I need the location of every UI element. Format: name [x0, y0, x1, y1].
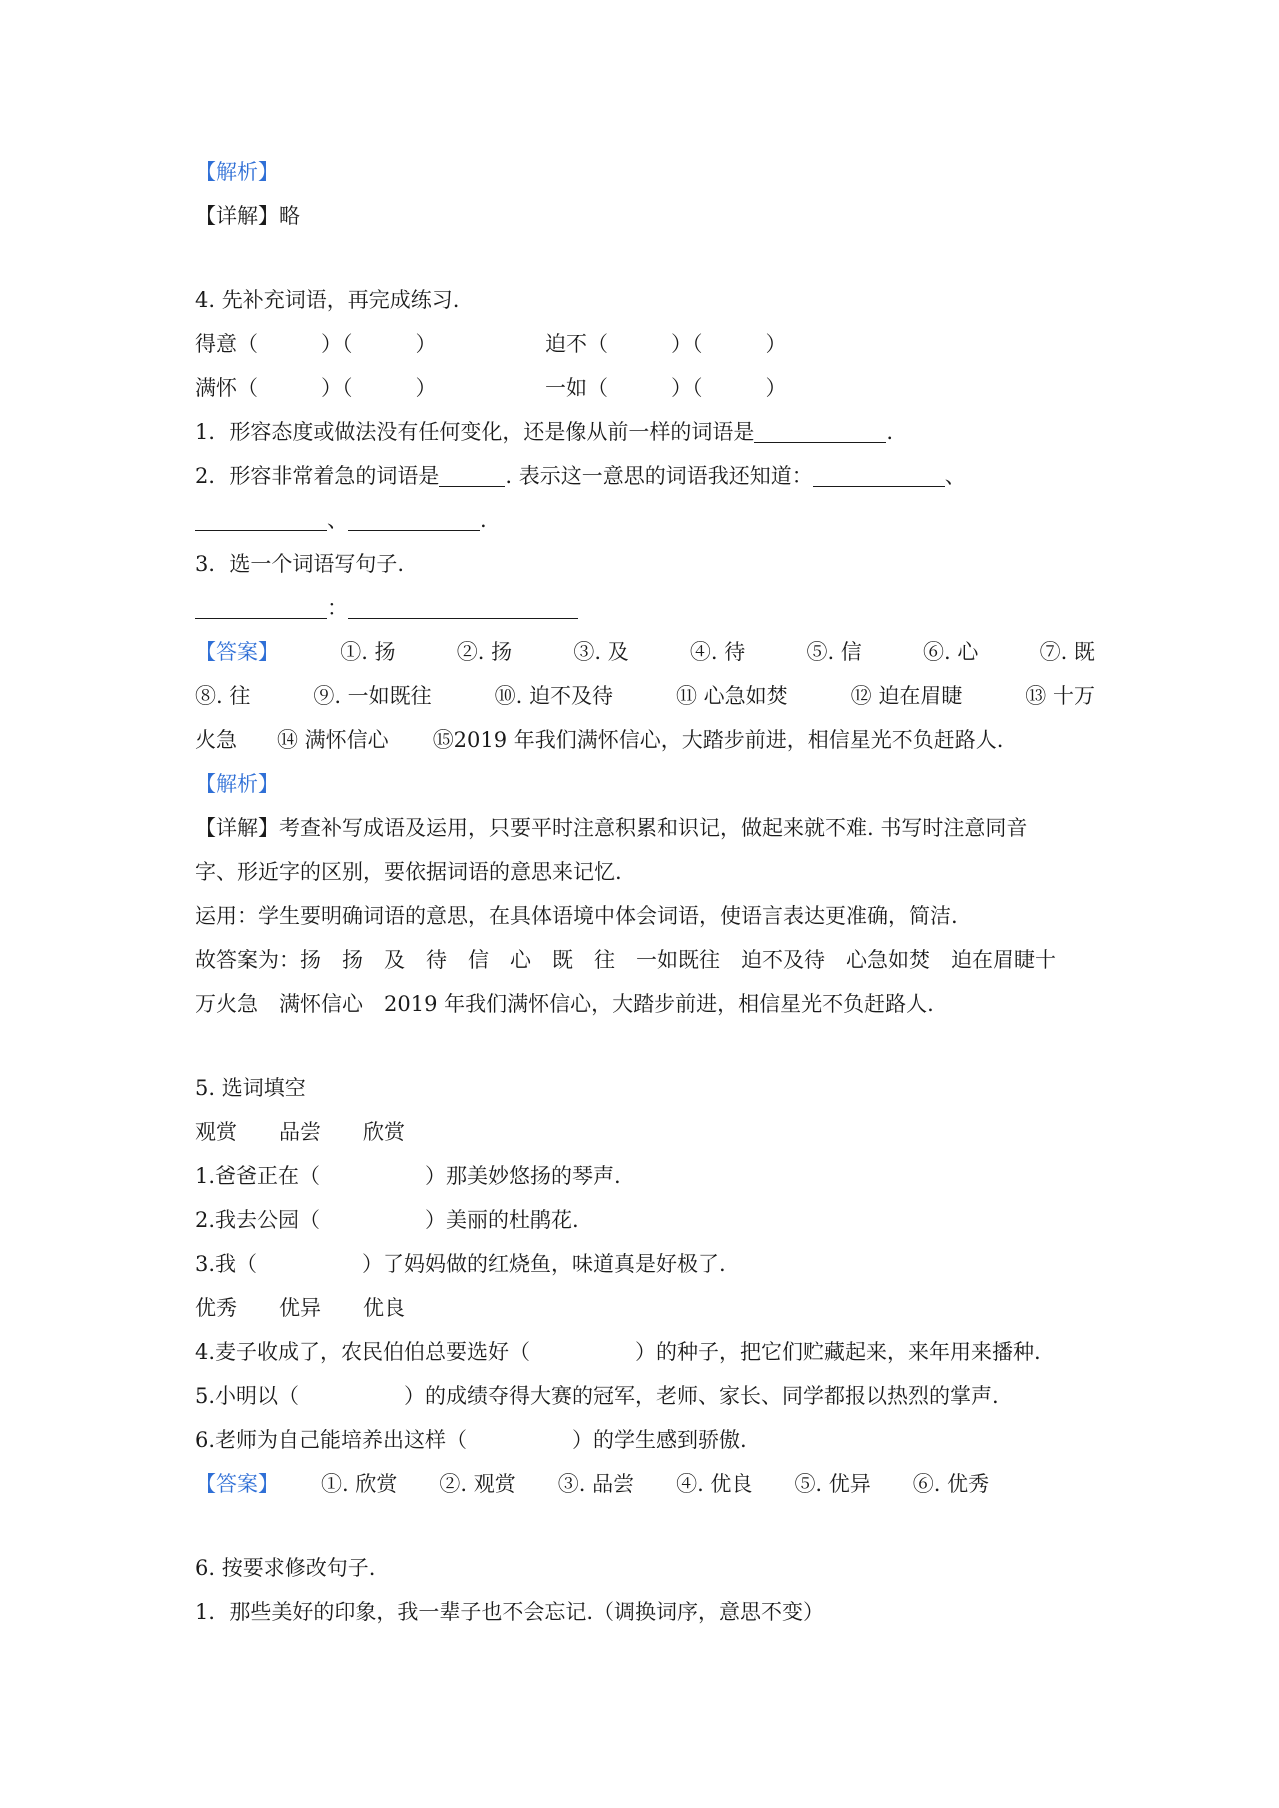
answer-item: 火急 — [195, 728, 237, 752]
q4-analysis-heading — [195, 762, 1095, 806]
answer-item: ⑬ 十万 — [1025, 684, 1095, 708]
q4-detail-line-4: 故答案为：扬 扬 及 待 信 心 既 往 一如既往 迫不及待 心急如焚 迫在眉睫十 — [195, 948, 1056, 972]
q5-sentence-2: 2.我去公园（ ）美丽的杜鹃花. — [195, 1208, 579, 1232]
answer-blank — [195, 592, 327, 619]
q5-word-bank-2: 优秀 优异 优良 — [195, 1296, 405, 1320]
q5-title: 5. 选词填空 — [195, 1076, 306, 1100]
q4-detail-line-1 — [195, 806, 1095, 850]
answer-item: ⑫ 迫在眉睫 — [850, 684, 963, 708]
analysis-tag: 【解析】 — [195, 772, 279, 796]
q6-sentence-1: 1．那些美好的印象，我一辈子也不会忘记.（调换词序，意思不变） — [195, 1600, 825, 1624]
q4-sub-2-text: 2．形容非常着急的词语是 — [195, 464, 440, 488]
detail-tag: 【详解】 — [195, 204, 279, 228]
answer-blank — [439, 460, 505, 487]
q4-answers-line-1 — [195, 630, 1095, 674]
detail-tag: 【详解】 — [195, 816, 279, 840]
answer-blank — [348, 592, 578, 619]
answer-blank — [195, 504, 327, 531]
answer-item: ⑨. 一如既往 — [313, 684, 432, 708]
answer-item: ⑤. 信 — [806, 640, 862, 664]
q4-sub-2-cont — [195, 498, 1095, 542]
answer-tag: 【答案】 — [195, 1472, 279, 1496]
answer-item: ③. 及 — [573, 640, 629, 664]
q4-title: 4. 先补充词语，再完成练习. — [195, 288, 460, 312]
q4-sub-2-mid: . 表示这一意思的词语我还知道： — [505, 464, 813, 488]
q4-fill-manhuai: 满怀（ ）（ ） — [195, 376, 437, 400]
q4-answers-line-3 — [195, 718, 1095, 762]
q5-sentence-1: 1.爸爸正在（ ）那美妙悠扬的琴声. — [195, 1164, 621, 1188]
q4-sub-1 — [195, 410, 1095, 454]
q5-answers — [195, 1462, 1095, 1506]
q4-sub-3-blanks — [195, 586, 1095, 630]
q4-detail-line-2: 字、形近字的区别，要依据词语的意思来记忆. — [195, 860, 622, 884]
q4-fill-deyi: 得意（ ）（ ） — [195, 332, 437, 356]
answer-item: ⑥. 优秀 — [912, 1472, 990, 1496]
answer-item: ④. 优良 — [676, 1472, 753, 1496]
q4-detail-line-5: 万火急 满怀信心 2019 年我们满怀信心，大踏步前进，相信星光不负赶路人. — [195, 992, 934, 1016]
q4-sub-1-text: 1．形容态度或做法没有任何变化，还是像从前一样的词语是 — [195, 420, 755, 444]
q5-sentence-5: 5.小明以（ ）的成绩夺得大赛的冠军，老师、家长、同学都报以热烈的掌声. — [195, 1384, 999, 1408]
q5-sentence-6: 6.老师为自己能培养出这样（ ）的学生感到骄傲. — [195, 1428, 747, 1452]
answer-item: ⑤. 优异 — [794, 1472, 871, 1496]
detail-line — [195, 194, 1095, 238]
q5-sentence-3: 3.我（ ）了妈妈做的红烧鱼，味道真是好极了. — [195, 1252, 726, 1276]
answer-item: ③. 品尝 — [557, 1472, 635, 1496]
q4-sub-3-colon: ： — [327, 596, 348, 620]
analysis-tag: 【解析】 — [195, 160, 279, 184]
detail-text: 略 — [279, 204, 300, 228]
answer-item: ①. 扬 — [340, 640, 396, 664]
q4-fill-pobu: 迫不（ ）（ ） — [545, 332, 787, 356]
answer-item: ②. 扬 — [456, 640, 513, 664]
answer-item: ④. 待 — [689, 640, 746, 664]
analysis-heading — [195, 150, 1095, 194]
q4-answers-line-2 — [195, 674, 1095, 718]
answer-item: ⑧. 往 — [195, 684, 251, 708]
answer-item: ⑪ 心急如焚 — [675, 684, 788, 708]
q4-fill-yiru: 一如（ ）（ ） — [545, 376, 787, 400]
answer-item: ②. 观赏 — [439, 1472, 516, 1496]
q4-sub-2-sep: 、 — [944, 464, 966, 488]
answer-blank — [754, 416, 886, 443]
answer-item: ①. 欣赏 — [321, 1472, 398, 1496]
q4-fill-row-1 — [195, 322, 1095, 366]
q6-title: 6. 按要求修改句子. — [195, 1556, 376, 1580]
answer-blank — [813, 460, 945, 487]
q5-sentence-4: 4.麦子收成了，农民伯伯总要选好（ ）的种子，把它们贮藏起来，来年用来播种. — [195, 1340, 1041, 1364]
answer-item: ⑦. 既 — [1039, 640, 1095, 664]
q4-sub-3: 3．选一个词语写句子. — [195, 552, 405, 576]
q5-word-bank-1: 观赏 品尝 欣赏 — [195, 1120, 405, 1144]
answer-item: ⑭ 满怀信心 — [277, 728, 389, 752]
document-page — [195, 150, 1095, 1634]
q4-sub-2 — [195, 454, 1095, 498]
q4-sub-2-sep2: 、 — [327, 508, 348, 532]
detail-text: 考查补写成语及运用，只要平时注意积累和识记，做起来就不难. 书写时注意同音 — [279, 816, 1028, 840]
answer-tag: 【答案】 — [195, 640, 279, 664]
answer-item: ⑩. 迫不及待 — [494, 684, 614, 708]
answer-item: ⑥. 心 — [923, 640, 979, 664]
q4-sub-1-end: . — [886, 420, 894, 444]
q4-detail-line-3: 运用：学生要明确词语的意思，在具体语境中体会词语，使语言表达更准确，简洁. — [195, 904, 958, 928]
q4-sub-2-end: . — [480, 508, 487, 532]
q4-fill-row-2 — [195, 366, 1095, 410]
answer-blank — [348, 504, 480, 531]
answer-item: ⑮2019 年我们满怀信心，大踏步前进，相信星光不负赶路人. — [432, 728, 1004, 752]
